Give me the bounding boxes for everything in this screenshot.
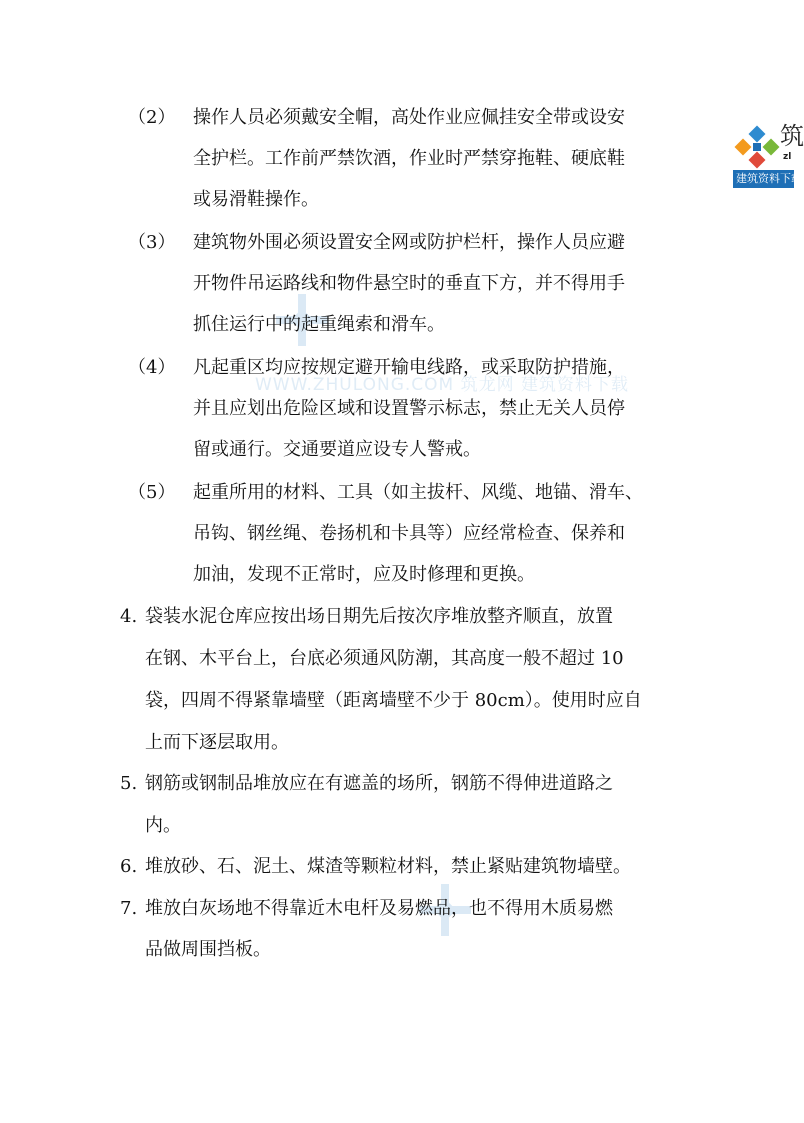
sub-item-line: 加油，发现不正常时，应及时修理和更换。 <box>193 564 535 585</box>
item-line: 上而下逐层取用。 <box>145 732 289 753</box>
sub-item-line: 开物件吊运路线和物件悬空时的垂直下方，并不得用手 <box>193 273 625 294</box>
sub-item-number: （2） <box>128 107 176 128</box>
sub-item-line: 或易滑鞋操作。 <box>193 189 319 210</box>
sub-item-number: （4） <box>128 357 176 378</box>
sub-item-line: 留或通行。交通要道应设专人警戒。 <box>193 439 481 460</box>
item-number: 5. <box>120 773 138 794</box>
item-number: 7. <box>120 898 138 919</box>
item-line: 在钢、木平台上，台底必须通风防潮，其高度一般不超过 10 <box>145 648 624 669</box>
sub-item-line: 抓住运行中的起重绳索和滑车。 <box>193 314 445 335</box>
item-line: 堆放白灰场地不得靠近木电杆及易燃品，也不得用木质易燃 <box>145 898 613 919</box>
watermark-text: WWW.ZHULONG.COM 筑龙网 建筑资料下载 <box>255 375 630 395</box>
logo-banner: 建筑资料下载 <box>733 170 794 188</box>
logo-sub: zl <box>783 152 792 162</box>
site-logo[interactable] <box>733 122 804 188</box>
sub-item-line: 并且应划出危险区域和设置警示标志，禁止无关人员停 <box>193 398 625 419</box>
item-line: 品做周围挡板。 <box>145 939 271 960</box>
item-line: 堆放砂、石、泥土、煤渣等颗粒材料，禁止紧贴建筑物墙壁。 <box>145 856 631 877</box>
sub-item-line: 凡起重区均应按规定避开输电线路，或采取防护措施， <box>193 357 625 378</box>
sub-item-number: （3） <box>128 232 176 253</box>
item-number: 6. <box>120 856 138 877</box>
pinwheel-logo-icon <box>735 126 779 168</box>
logo-char: 筑 <box>780 122 804 150</box>
sub-item-line: 建筑物外围必须设置安全网或防护栏杆，操作人员应避 <box>193 232 625 253</box>
sub-item-line: 全护栏。工作前严禁饮酒，作业时严禁穿拖鞋、硬底鞋 <box>193 148 625 169</box>
sub-item-number: （5） <box>128 482 176 503</box>
item-number: 4. <box>120 606 138 627</box>
sub-item-line: 操作人员必须戴安全帽，高处作业应佩挂安全带或设安 <box>193 107 625 128</box>
item-line: 袋装水泥仓库应按出场日期先后按次序堆放整齐顺直，放置 <box>145 606 613 627</box>
item-line: 钢筋或钢制品堆放应在有遮盖的场所，钢筋不得伸进道路之 <box>145 773 613 794</box>
item-line: 内。 <box>145 815 181 836</box>
item-line: 袋，四周不得紧靠墙壁（距离墙壁不少于 80cm）。使用时应自 <box>145 690 642 711</box>
sub-item-line: 起重所用的材料、工具（如主拔杆、风缆、地锚、滑车、 <box>193 482 643 503</box>
sub-item-line: 吊钩、钢丝绳、卷扬机和卡具等）应经常检查、保养和 <box>193 523 625 544</box>
